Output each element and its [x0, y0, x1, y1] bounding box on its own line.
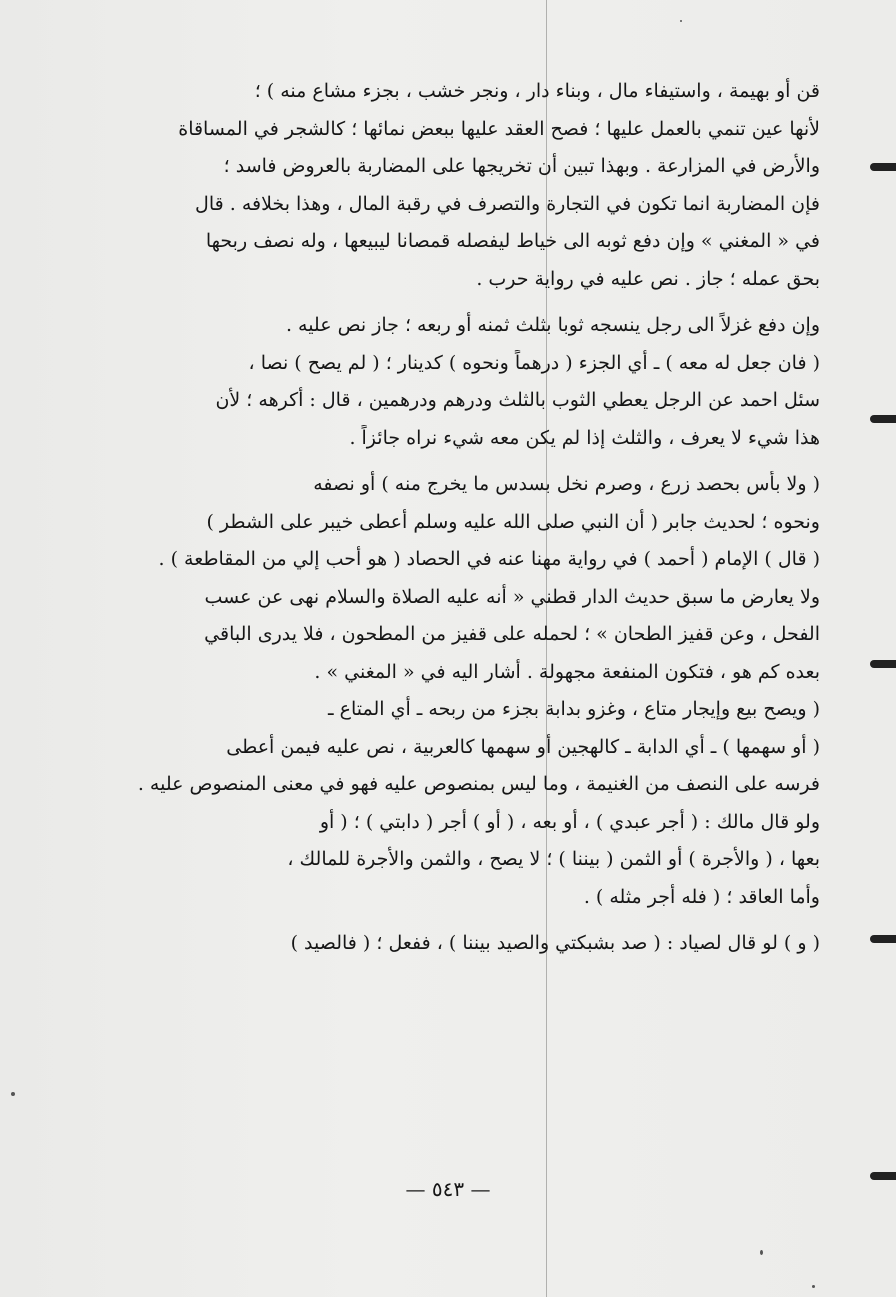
- paragraph-gap: [118, 921, 820, 930]
- ink-speck: [11, 1092, 15, 1096]
- binding-mark: [870, 415, 896, 423]
- text-line: ( و ) لو قال لصياد : ( صد بشبكتي والصيد بيننا ) ، ففعل ؛ ( فالصيد ): [290, 932, 820, 954]
- ink-speck: [760, 1250, 763, 1255]
- paragraph-gap: [118, 303, 820, 312]
- text-line: ( فان جعل له معه ) ـ أي الجزء ( درهماً ونحوه ) كدينار ؛ ( لم يصح ) نصا ،: [248, 351, 820, 374]
- binding-mark: [870, 163, 896, 171]
- text-line: فإن المضاربة انما تكون في التجارة والتصرف في رقبة المال ، وهذا بخلافه . قال: [195, 192, 820, 215]
- text-line: هذا شيء لا يعرف ، والثلث إذا لم يكن معه شيء نراه جائزاً .: [349, 426, 820, 449]
- text-line: قن أو بهيمة ، واستيفاء مال ، وبناء دار ، ونجر خشب ، بجزء مشاع منه ) ؛: [254, 80, 820, 102]
- ink-speck: [680, 20, 682, 22]
- text-line: ( قال ) الإمام ( أحمد ) في رواية مهنا عنه في الحصاد ( هو أحب إلي من المقاطعة ) .: [158, 548, 820, 570]
- paragraph-gap: [118, 462, 820, 471]
- ink-speck: [812, 1285, 815, 1288]
- text-line: فرسه على النصف من الغنيمة ، وما ليس بمنصوص عليه فهو في معنى المنصوص عليه .: [137, 773, 820, 795]
- text-line: بحق عمله ؛ جاز . نص عليه في رواية حرب .: [476, 267, 820, 290]
- text-line: وأما العاقد ؛ ( فله أجر مثله ) .: [583, 885, 820, 908]
- text-line: وإن دفع غزلاً الى رجل ينسجه ثوبا بثلث ثمنه أو ربعه ؛ جاز نص عليه .: [285, 314, 820, 336]
- binding-mark: [870, 660, 896, 668]
- text-line: ( ويصح بيع وإيجار متاع ، وغزو بدابة بجزء من ربحه ـ أي المتاع ـ: [328, 698, 820, 720]
- text-line: سئل احمد عن الرجل يعطي الثوب بالثلث ودرهم ودرهمين ، قال : أكرهه ؛ لأن: [215, 389, 820, 411]
- text-line: في « المغني » وإن دفع ثوبه الى خياط ليفصله قمصانا ليبيعها ، وله نصف ربحها: [205, 230, 820, 252]
- binding-mark: [870, 935, 896, 943]
- binding-mark: [870, 1172, 896, 1180]
- text-line: ولا يعارض ما سبق حديث الدار قطني « أنه عليه الصلاة والسلام نهى عن عسب: [204, 585, 820, 608]
- text-line: لأنها عين تنمي بالعمل عليها ؛ فصح العقد عليها ببعض نمائها ؛ كالشجر في المساقاة: [178, 117, 820, 140]
- text-line: والأرض في المزارعة . وبهذا تبين أن تخريجها على المضاربة بالعروض فاسد ؛: [223, 155, 820, 177]
- text-line: ( ولا بأس بحصد زرع ، وصرم نخل بسدس ما يخرج منه ) أو نصفه: [313, 473, 820, 495]
- text-line: ( أو سهمها ) ـ أي الدابة ـ كالهجين أو سهمها كالعربية ، نص عليه فيمن أعطى: [226, 735, 820, 758]
- text-line: بعده كم هو ، فتكون المنفعة مجهولة . أشار اليه في « المغني » .: [314, 660, 820, 683]
- page-number: — ٥٤٣ —: [405, 1177, 491, 1201]
- text-line: الفحل ، وعن قفيز الطحان » ؛ لحمله على قفيز من المطحون ، فلا يدرى الباقي: [204, 623, 820, 645]
- body-text: [118, 78, 820, 968]
- text-line: ونحوه ؛ لحديث جابر ( أن النبي صلى الله عليه وسلم أعطى خيبر على الشطر ): [206, 510, 820, 533]
- text-line: ولو قال مالك : ( أجر عبدي ) ، أو بعه ، ( أو ) أجر ( دابتي ) ؛ ( أو: [319, 810, 820, 833]
- text-line: بعها ، ( والأجرة ) أو الثمن ( بيننا ) ؛ لا يصح ، والثمن والأجرة للمالك ،: [287, 848, 820, 870]
